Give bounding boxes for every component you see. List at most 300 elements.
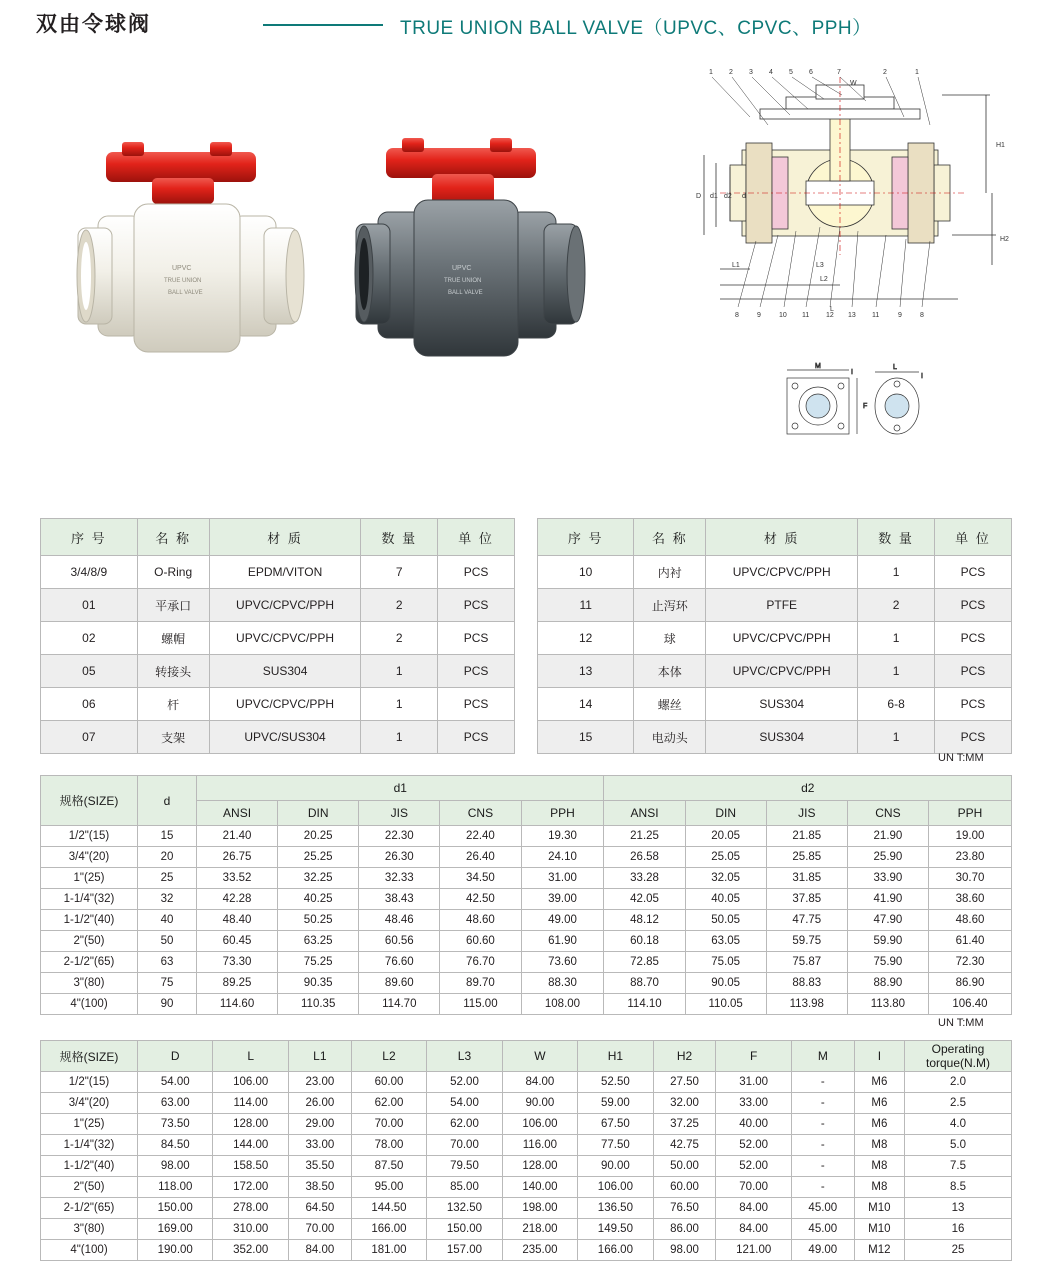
svg-text:8: 8	[920, 312, 924, 319]
table-row	[538, 589, 1012, 622]
cell-d2-pph: 48.60	[928, 910, 1011, 931]
cell-H2: 98.00	[653, 1240, 716, 1261]
cell-d1-jis: 60.56	[359, 931, 440, 952]
cell-unit: PCS	[934, 688, 1011, 721]
table-row	[41, 994, 1012, 1015]
cell-torque: 8.5	[905, 1177, 1012, 1198]
cell-d2-ansi: 72.85	[604, 952, 685, 973]
col-D: D	[138, 1041, 213, 1072]
cell-size: 3"(80)	[41, 973, 138, 994]
cell-d2-pph: 38.60	[928, 889, 1011, 910]
cell-H2: 76.50	[653, 1198, 716, 1219]
cell-material: UPVC/CPVC/PPH	[209, 622, 361, 655]
cell-d: 50	[138, 931, 197, 952]
cell-material: UPVC/CPVC/PPH	[706, 655, 858, 688]
cell-H1: 59.00	[578, 1093, 653, 1114]
cell-d1-cns: 26.40	[440, 847, 521, 868]
cell-L1: 38.50	[288, 1177, 351, 1198]
cell-no: 12	[538, 622, 634, 655]
cell-H1: 67.50	[578, 1114, 653, 1135]
cell-L3: 85.00	[427, 1177, 502, 1198]
col-d1-cns: CNS	[440, 801, 521, 826]
cell-qty: 6-8	[858, 688, 935, 721]
cell-I: M6	[854, 1093, 904, 1114]
svg-text:1: 1	[709, 69, 713, 76]
cell-torque: 16	[905, 1219, 1012, 1240]
cell-name: O-Ring	[137, 556, 209, 589]
cell-torque: 5.0	[905, 1135, 1012, 1156]
flange-detail-drawing	[775, 360, 945, 465]
cell-L2: 78.00	[351, 1135, 426, 1156]
cell-d1-cns: 60.60	[440, 931, 521, 952]
cell-d2-din: 32.05	[685, 868, 766, 889]
dimension-table-d1-d2	[40, 775, 1012, 1015]
col-L: L	[213, 1041, 288, 1072]
table-row	[538, 721, 1012, 754]
cell-no: 07	[41, 721, 138, 754]
cell-d1-pph: 88.30	[521, 973, 604, 994]
svg-text:L2: L2	[820, 276, 828, 283]
table-row	[41, 1072, 1012, 1093]
col-size: 规格(SIZE)	[41, 1041, 138, 1072]
col-no: 序 号	[41, 519, 138, 556]
cell-d1-din: 50.25	[278, 910, 359, 931]
svg-text:L1: L1	[732, 262, 740, 269]
svg-text:L3: L3	[816, 262, 824, 269]
svg-text:L: L	[893, 364, 897, 371]
cell-d1-din: 20.25	[278, 826, 359, 847]
table-row	[41, 1219, 1012, 1240]
cell-torque: 13	[905, 1198, 1012, 1219]
cell-d1-jis: 26.30	[359, 847, 440, 868]
cell-d2-ansi: 48.12	[604, 910, 685, 931]
valve-photo-grey	[340, 120, 660, 370]
col-material: 材 质	[706, 519, 858, 556]
page-title-en: TRUE UNION BALL VALVE（UPVC、CPVC、PPH）	[400, 18, 872, 39]
cell-size: 2-1/2"(65)	[41, 952, 138, 973]
cell-d1-pph: 24.10	[521, 847, 604, 868]
col-d1-pph: PPH	[521, 801, 604, 826]
svg-text:TRUE UNION: TRUE UNION	[164, 278, 202, 284]
cell-L3: 132.50	[427, 1198, 502, 1219]
cell-d2-din: 20.05	[685, 826, 766, 847]
cell-d2-jis: 59.75	[766, 931, 847, 952]
cell-H1: 90.00	[578, 1156, 653, 1177]
cell-d1-pph: 108.00	[521, 994, 604, 1015]
cell-name: 杆	[137, 688, 209, 721]
svg-text:11: 11	[872, 312, 880, 319]
cell-qty: 1	[858, 556, 935, 589]
cell-d1-cns: 42.50	[440, 889, 521, 910]
cell-qty: 2	[361, 622, 438, 655]
cell-d2-cns: 25.90	[847, 847, 928, 868]
cell-F: 31.00	[716, 1072, 791, 1093]
col-L2: L2	[351, 1041, 426, 1072]
cell-unit: PCS	[438, 655, 515, 688]
cell-d2-pph: 106.40	[928, 994, 1011, 1015]
cell-no: 06	[41, 688, 138, 721]
cell-W: 84.00	[502, 1072, 577, 1093]
svg-text:BALL VALVE: BALL VALVE	[448, 290, 483, 296]
title-rule	[263, 24, 383, 26]
cell-L: 114.00	[213, 1093, 288, 1114]
cell-L3: 157.00	[427, 1240, 502, 1261]
cell-no: 05	[41, 655, 138, 688]
cell-d2-pph: 30.70	[928, 868, 1011, 889]
svg-text:I: I	[851, 369, 853, 376]
dimension-table-overall	[40, 1040, 1012, 1261]
cell-L3: 79.50	[427, 1156, 502, 1177]
svg-text:2: 2	[883, 69, 887, 76]
table-row	[41, 1135, 1012, 1156]
cell-I: M6	[854, 1114, 904, 1135]
cell-qty: 2	[361, 589, 438, 622]
col-I: I	[854, 1041, 904, 1072]
cell-H2: 32.00	[653, 1093, 716, 1114]
cell-M: -	[791, 1156, 854, 1177]
cell-H2: 86.00	[653, 1219, 716, 1240]
svg-text:TRUE UNION: TRUE UNION	[444, 278, 482, 284]
cell-I: M8	[854, 1177, 904, 1198]
cell-d: 25	[138, 868, 197, 889]
parts-table-left	[40, 518, 515, 754]
table-row	[41, 688, 515, 721]
cell-material: UPVC/CPVC/PPH	[706, 556, 858, 589]
cell-W: 235.00	[502, 1240, 577, 1261]
svg-text:8: 8	[735, 312, 739, 319]
cell-d1-jis: 38.43	[359, 889, 440, 910]
parts-table-right	[537, 518, 1012, 754]
cell-torque: 7.5	[905, 1156, 1012, 1177]
cell-L3: 62.00	[427, 1114, 502, 1135]
cell-F: 40.00	[716, 1114, 791, 1135]
col-d1-din: DIN	[278, 801, 359, 826]
unit-label-1: UN T:MM	[938, 752, 984, 764]
cell-L1: 64.50	[288, 1198, 351, 1219]
table-row	[41, 910, 1012, 931]
cell-d2-din: 63.05	[685, 931, 766, 952]
cell-unit: PCS	[934, 556, 1011, 589]
cell-material: EPDM/VITON	[209, 556, 361, 589]
cell-d1-pph: 31.00	[521, 868, 604, 889]
cell-size: 1/2"(15)	[41, 826, 138, 847]
cell-d: 90	[138, 994, 197, 1015]
cell-d1-cns: 22.40	[440, 826, 521, 847]
cell-d1-jis: 48.46	[359, 910, 440, 931]
cell-H2: 42.75	[653, 1135, 716, 1156]
cell-material: UPVC/SUS304	[209, 721, 361, 754]
svg-text:F: F	[863, 403, 868, 410]
cell-material: SUS304	[209, 655, 361, 688]
cell-size: 3/4"(20)	[41, 1093, 138, 1114]
cell-d2-jis: 31.85	[766, 868, 847, 889]
cell-d1-pph: 19.30	[521, 826, 604, 847]
cell-name: 平承口	[137, 589, 209, 622]
cell-d1-pph: 73.60	[521, 952, 604, 973]
cell-F: 52.00	[716, 1135, 791, 1156]
cell-W: 116.00	[502, 1135, 577, 1156]
table-row	[538, 655, 1012, 688]
col-material: 材 质	[209, 519, 361, 556]
cell-L: 144.00	[213, 1135, 288, 1156]
cell-d1-jis: 114.70	[359, 994, 440, 1015]
unit-label-2: UN T:MM	[938, 1017, 984, 1029]
cell-size: 1-1/4"(32)	[41, 889, 138, 910]
cell-M: -	[791, 1114, 854, 1135]
cell-L: 310.00	[213, 1219, 288, 1240]
cell-unit: PCS	[934, 622, 1011, 655]
cell-D: 169.00	[138, 1219, 213, 1240]
cell-d1-ansi: 26.75	[197, 847, 278, 868]
cell-qty: 1	[361, 655, 438, 688]
cell-d2-cns: 113.80	[847, 994, 928, 1015]
table-row	[41, 868, 1012, 889]
svg-text:3: 3	[749, 69, 753, 76]
table-header-row	[41, 1041, 1012, 1072]
cell-d2-din: 25.05	[685, 847, 766, 868]
cell-d: 32	[138, 889, 197, 910]
col-F: F	[716, 1041, 791, 1072]
cell-d: 63	[138, 952, 197, 973]
cell-D: 190.00	[138, 1240, 213, 1261]
cross-section-drawing	[690, 55, 1020, 345]
table-row	[41, 1177, 1012, 1198]
cell-d2-din: 40.05	[685, 889, 766, 910]
cell-d1-cns: 89.70	[440, 973, 521, 994]
svg-text:UPVC: UPVC	[172, 265, 192, 272]
cell-L1: 84.00	[288, 1240, 351, 1261]
cell-torque: 2.0	[905, 1072, 1012, 1093]
cell-d2-cns: 47.90	[847, 910, 928, 931]
col-W: W	[502, 1041, 577, 1072]
cell-unit: PCS	[438, 622, 515, 655]
col-name: 名 称	[634, 519, 706, 556]
cell-unit: PCS	[934, 589, 1011, 622]
cell-M: -	[791, 1177, 854, 1198]
cell-d1-cns: 48.60	[440, 910, 521, 931]
cell-name: 螺帽	[137, 622, 209, 655]
cell-D: 73.50	[138, 1114, 213, 1135]
cell-L1: 70.00	[288, 1219, 351, 1240]
svg-text:d2: d2	[724, 193, 732, 200]
cell-W: 198.00	[502, 1198, 577, 1219]
cell-size: 1-1/2"(40)	[41, 910, 138, 931]
cell-H1: 166.00	[578, 1240, 653, 1261]
col-M: M	[791, 1041, 854, 1072]
svg-text:1: 1	[915, 69, 919, 76]
table-row	[538, 556, 1012, 589]
cell-d1-cns: 76.70	[440, 952, 521, 973]
cell-name: 球	[634, 622, 706, 655]
table-row	[538, 688, 1012, 721]
cell-name: 转接头	[137, 655, 209, 688]
cell-d2-ansi: 88.70	[604, 973, 685, 994]
table-row	[41, 1114, 1012, 1135]
svg-text:13: 13	[848, 312, 856, 319]
table-row	[41, 973, 1012, 994]
col-qty: 数 量	[361, 519, 438, 556]
cell-size: 1-1/2"(40)	[41, 1156, 138, 1177]
table-row	[41, 721, 515, 754]
cell-material: SUS304	[706, 688, 858, 721]
cell-W: 106.00	[502, 1114, 577, 1135]
svg-text:BALL VALVE: BALL VALVE	[168, 290, 203, 296]
cell-unit: PCS	[934, 655, 1011, 688]
cell-d1-ansi: 60.45	[197, 931, 278, 952]
col-torque: Operating torque(N.M)	[905, 1041, 1012, 1072]
cell-d2-jis: 113.98	[766, 994, 847, 1015]
cell-no: 02	[41, 622, 138, 655]
cell-d1-ansi: 33.52	[197, 868, 278, 889]
col-group-d1: d1	[197, 776, 604, 801]
cell-I: M10	[854, 1198, 904, 1219]
cell-H1: 136.50	[578, 1198, 653, 1219]
cell-H1: 106.00	[578, 1177, 653, 1198]
cell-d: 40	[138, 910, 197, 931]
cell-F: 84.00	[716, 1198, 791, 1219]
cell-F: 70.00	[716, 1177, 791, 1198]
col-L3: L3	[427, 1041, 502, 1072]
table-row	[41, 847, 1012, 868]
cell-d2-din: 50.05	[685, 910, 766, 931]
cell-torque: 25	[905, 1240, 1012, 1261]
cell-L1: 23.00	[288, 1072, 351, 1093]
cell-H2: 50.00	[653, 1156, 716, 1177]
table-header-row	[538, 519, 1012, 556]
svg-text:H1: H1	[996, 142, 1005, 149]
cell-L: 172.00	[213, 1177, 288, 1198]
cell-L2: 181.00	[351, 1240, 426, 1261]
cell-d1-din: 25.25	[278, 847, 359, 868]
cell-M: 45.00	[791, 1198, 854, 1219]
cell-L2: 70.00	[351, 1114, 426, 1135]
cell-material: UPVC/CPVC/PPH	[209, 688, 361, 721]
cell-L: 352.00	[213, 1240, 288, 1261]
cell-H2: 60.00	[653, 1177, 716, 1198]
cell-d1-jis: 76.60	[359, 952, 440, 973]
cell-d1-jis: 32.33	[359, 868, 440, 889]
cell-L2: 87.50	[351, 1156, 426, 1177]
cell-d2-pph: 19.00	[928, 826, 1011, 847]
cell-no: 11	[538, 589, 634, 622]
cell-d2-jis: 21.85	[766, 826, 847, 847]
cell-H2: 27.50	[653, 1072, 716, 1093]
cell-no: 14	[538, 688, 634, 721]
cell-unit: PCS	[438, 556, 515, 589]
cell-no: 3/4/8/9	[41, 556, 138, 589]
cell-d2-din: 75.05	[685, 952, 766, 973]
cell-d2-din: 110.05	[685, 994, 766, 1015]
cell-no: 01	[41, 589, 138, 622]
cell-size: 1-1/4"(32)	[41, 1135, 138, 1156]
table-row	[41, 826, 1012, 847]
cell-H2: 37.25	[653, 1114, 716, 1135]
cell-qty: 7	[361, 556, 438, 589]
col-no: 序 号	[538, 519, 634, 556]
cell-d1-pph: 49.00	[521, 910, 604, 931]
cell-d1-din: 75.25	[278, 952, 359, 973]
cell-d1-ansi: 114.60	[197, 994, 278, 1015]
cell-L2: 95.00	[351, 1177, 426, 1198]
cell-no: 10	[538, 556, 634, 589]
cell-L2: 60.00	[351, 1072, 426, 1093]
cell-unit: PCS	[438, 721, 515, 754]
cell-D: 63.00	[138, 1093, 213, 1114]
svg-text:UPVC: UPVC	[452, 265, 472, 272]
cell-no: 13	[538, 655, 634, 688]
cell-I: M6	[854, 1072, 904, 1093]
col-d: d	[138, 776, 197, 826]
cell-d1-cns: 34.50	[440, 868, 521, 889]
table-row	[41, 1156, 1012, 1177]
cell-I: M10	[854, 1219, 904, 1240]
cell-d1-jis: 22.30	[359, 826, 440, 847]
cell-I: M8	[854, 1135, 904, 1156]
cell-H1: 149.50	[578, 1219, 653, 1240]
col-d2-cns: CNS	[847, 801, 928, 826]
cell-material: UPVC/CPVC/PPH	[706, 622, 858, 655]
table-row	[41, 622, 515, 655]
table-header-row	[41, 776, 1012, 801]
cell-F: 33.00	[716, 1093, 791, 1114]
col-H1: H1	[578, 1041, 653, 1072]
cell-d2-ansi: 114.10	[604, 994, 685, 1015]
col-d2-din: DIN	[685, 801, 766, 826]
page-title-cn: 双由令球阀	[36, 13, 151, 36]
cell-L3: 70.00	[427, 1135, 502, 1156]
cell-d2-cns: 88.90	[847, 973, 928, 994]
cell-qty: 1	[858, 622, 935, 655]
cell-torque: 4.0	[905, 1114, 1012, 1135]
cell-d1-ansi: 73.30	[197, 952, 278, 973]
col-name: 名 称	[137, 519, 209, 556]
col-d2-jis: JIS	[766, 801, 847, 826]
col-d1-jis: JIS	[359, 801, 440, 826]
cell-F: 121.00	[716, 1240, 791, 1261]
valve-photo-white	[60, 120, 380, 370]
cell-size: 1"(25)	[41, 868, 138, 889]
col-d1-ansi: ANSI	[197, 801, 278, 826]
cell-d1-ansi: 42.28	[197, 889, 278, 910]
cell-L: 128.00	[213, 1114, 288, 1135]
svg-text:9: 9	[898, 312, 902, 319]
cell-d2-jis: 75.87	[766, 952, 847, 973]
cell-W: 128.00	[502, 1156, 577, 1177]
cell-H1: 77.50	[578, 1135, 653, 1156]
cell-unit: PCS	[438, 589, 515, 622]
cell-L1: 33.00	[288, 1135, 351, 1156]
cell-size: 2"(50)	[41, 1177, 138, 1198]
svg-text:W: W	[850, 80, 857, 87]
cell-size: 1/2"(15)	[41, 1072, 138, 1093]
cell-material: SUS304	[706, 721, 858, 754]
cell-size: 4"(100)	[41, 994, 138, 1015]
svg-text:2: 2	[729, 69, 733, 76]
cell-d2-ansi: 33.28	[604, 868, 685, 889]
svg-text:d: d	[742, 193, 746, 200]
col-d2-ansi: ANSI	[604, 801, 685, 826]
cell-size: 2-1/2"(65)	[41, 1198, 138, 1219]
table-row	[41, 952, 1012, 973]
cell-d1-pph: 61.90	[521, 931, 604, 952]
cell-L3: 52.00	[427, 1072, 502, 1093]
svg-text:L: L	[830, 306, 834, 313]
cell-d1-din: 90.35	[278, 973, 359, 994]
cell-d2-din: 90.05	[685, 973, 766, 994]
cell-W: 90.00	[502, 1093, 577, 1114]
cell-name: 止泻环	[634, 589, 706, 622]
cell-D: 98.00	[138, 1156, 213, 1177]
